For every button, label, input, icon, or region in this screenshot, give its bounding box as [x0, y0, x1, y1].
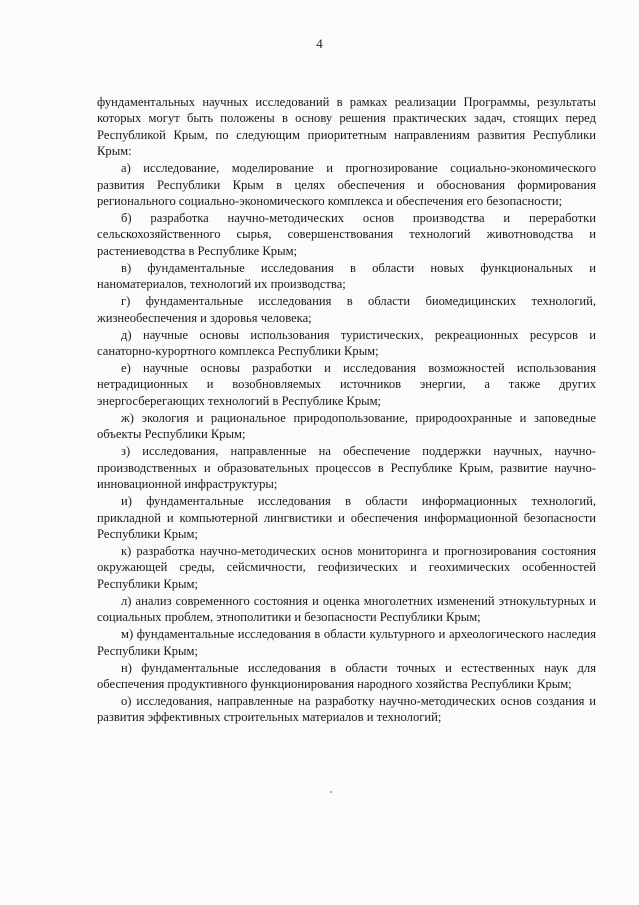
list-item-i: и) фундаментальные исследования в области информационных технологий, прикладной и компьютерной лингвистики и обеспечения информационной безопасности Республики Крым; — [97, 494, 596, 541]
intro-paragraph: фундаментальных научных исследований в рамках реализации Программы, результаты которых могут быть положены в основу решения практических задач, стоящих перед Республикой Крым, по следующим приоритетным направлениям развития Республики Крым: — [97, 95, 596, 159]
list-item-zh: ж) экология и рациональное природопользование, природоохранные и заповедные объекты Республики Крым; — [97, 410, 596, 442]
scan-speck — [330, 791, 332, 793]
list-item-o: о) исследования, направленные на разработку научно-методических основ создания и развития эффективных строительных материалов и технологий; — [97, 693, 596, 725]
list-item-z: з) исследования, направленные на обеспечение поддержки научных, научно-производственных и образовательных процессов в Республике Крым, развитие научно-инновационной инфраструктуры; — [97, 444, 596, 492]
list-item-m: м) фундаментальные исследования в области культурного и археологического наследия Республики Крым; — [97, 627, 596, 658]
list-item-n: н) фундаментальные исследования в области точных и естественных наук для обеспечения продуктивного функционирования народного хозяйства Республики Крым; — [97, 660, 596, 691]
list-item-a: а) исследование, моделирование и прогнозирование социально-экономического развития Республики Крым в целях обеспечения и обоснования формирования регионального социально-экономического комплекса и обеспечения его безопасности; — [97, 161, 596, 209]
list-item-e: е) научные основы разработки и исследования возможностей использования нетрадиционных и возобновляемых источников энергии, а также других энергосберегающих технологий в Республике Крым; — [97, 361, 596, 408]
list-item-b: б) разработка научно-методических основ производства и переработки сельскохозяйственного сырья, совершенствования технологий животноводства и растениеводства в Республике Крым; — [97, 211, 596, 258]
list-item-g: г) фундаментальные исследования в области биомедицинских технологий, жизнеобеспечения и здоровья человека; — [97, 294, 596, 325]
document-body — [97, 94, 596, 726]
list-item-d: д) научные основы использования туристических, рекреационных ресурсов и санаторно-курортного комплекса Республики Крым; — [97, 327, 596, 359]
page-number: 4 — [316, 36, 323, 51]
list-item-l: л) анализ современного состояния и оценка многолетних изменений этнокультурных и социальных проблем, этнополитики и безопасности Республики Крым; — [97, 593, 596, 625]
list-item-v: в) фундаментальные исследования в области новых функциональных и наноматериалов, технологий их производства; — [97, 260, 596, 292]
list-item-k: к) разработка научно-методических основ мониторинга и прогнозирования состояния окружающей среды, сейсмичности, геофизических и геохимических особенностей Республики Крым; — [97, 543, 596, 591]
